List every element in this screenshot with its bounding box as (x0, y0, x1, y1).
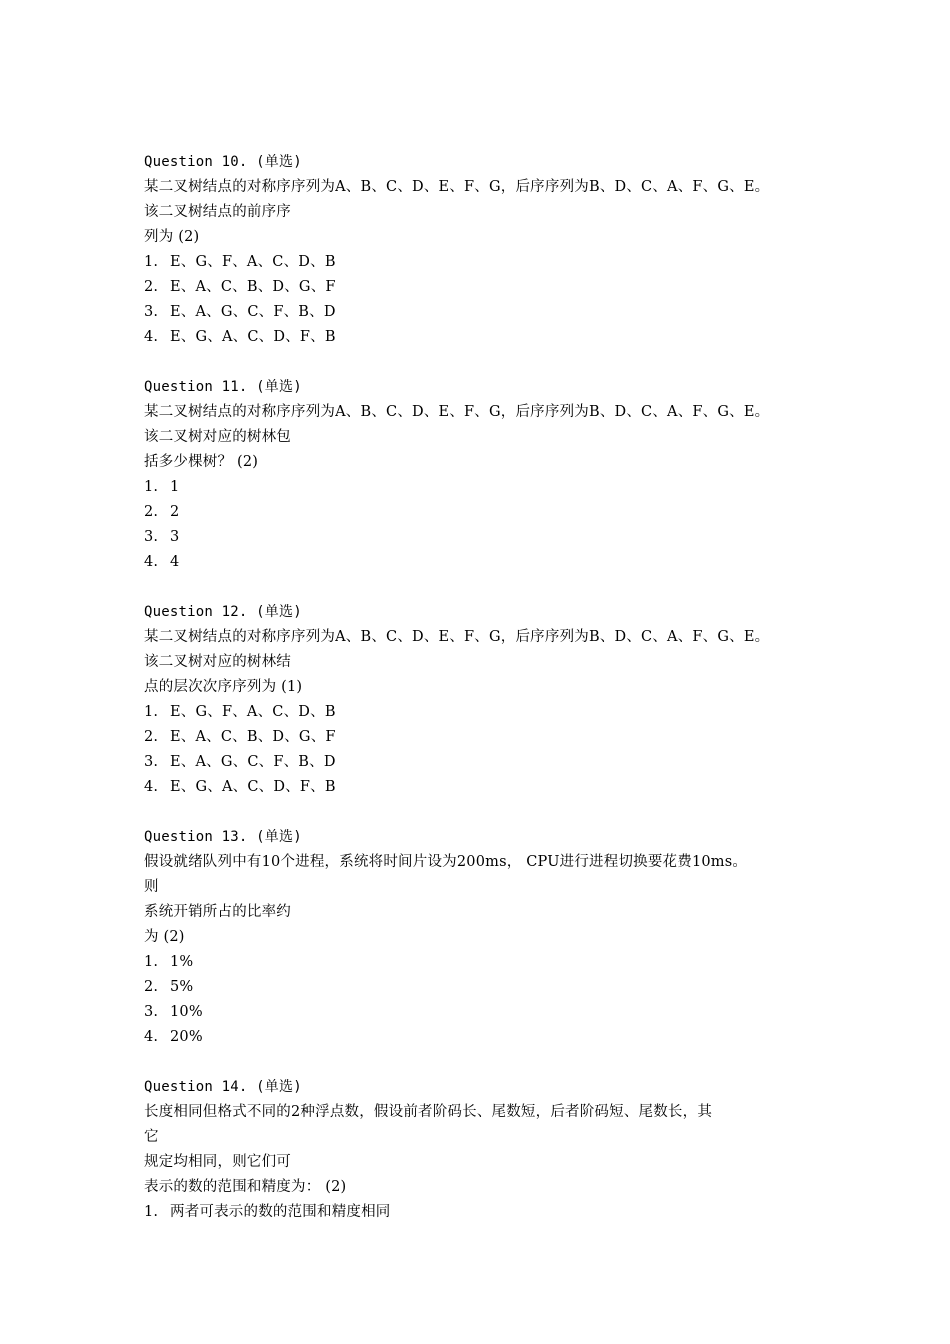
option-number: 3. (144, 754, 159, 770)
answer-option (144, 750, 824, 775)
answer-option (144, 950, 824, 975)
question-text-line: 某二叉树结点的对称序序列为A、B、C、D、E、F、G，后序序列为B、D、C、A、F、G、E。 (144, 404, 770, 420)
question-header: Question 11. (单选) (144, 379, 302, 395)
answer-option (144, 550, 824, 575)
option-text: E、G、F、A、C、D、B (170, 254, 336, 270)
option-number: 2. (144, 729, 159, 745)
question-header: Question 13. (单选) (144, 829, 302, 845)
option-text: 1% (170, 954, 194, 970)
option-text: E、A、G、C、F、B、D (170, 304, 336, 320)
answer-option (144, 300, 824, 325)
question-text-line: 点的层次次序序列为 (1) (144, 679, 303, 695)
answer-option (144, 1200, 824, 1225)
option-number: 3. (144, 304, 159, 320)
question-text-line: 该二叉树结点的前序序 (144, 204, 291, 220)
question-14 (144, 1075, 824, 1225)
option-text: E、G、A、C、D、F、B (170, 779, 336, 795)
question-12 (144, 600, 824, 800)
answer-option (144, 475, 824, 500)
option-text: 5% (170, 979, 194, 995)
option-text: E、G、A、C、D、F、B (170, 329, 336, 345)
question-text-line: 括多少棵树？ (2) (144, 454, 259, 470)
option-text: 10% (170, 1004, 203, 1020)
answer-option (144, 725, 824, 750)
answer-option (144, 500, 824, 525)
option-text: 2 (170, 504, 180, 520)
question-header: Question 12. (单选) (144, 604, 302, 620)
question-text-line: 该二叉树对应的树林结 (144, 654, 291, 670)
question-text-line: 它 (144, 1129, 159, 1145)
question-text-line: 则 (144, 879, 159, 895)
option-text: E、A、G、C、F、B、D (170, 754, 336, 770)
option-number: 1. (144, 479, 159, 495)
question-text-line: 某二叉树结点的对称序序列为A、B、C、D、E、F、G，后序序列为B、D、C、A、F、G、E。 (144, 179, 770, 195)
option-number: 4. (144, 779, 159, 795)
option-text: E、A、C、B、D、G、F (170, 729, 336, 745)
option-number: 3. (144, 1004, 159, 1020)
answer-option (144, 325, 824, 350)
answer-option (144, 975, 824, 1000)
option-text: 两者可表示的数的范围和精度相同 (170, 1204, 391, 1220)
option-number: 4. (144, 1029, 159, 1045)
option-number: 2. (144, 279, 159, 295)
question-11 (144, 375, 824, 575)
option-number: 1. (144, 954, 159, 970)
option-number: 4. (144, 329, 159, 345)
answer-option (144, 525, 824, 550)
question-text-line: 假设就绪队列中有10个进程，系统将时间片设为200ms， CPU进行进程切换要花费10ms。 (144, 854, 748, 870)
document-page (144, 150, 824, 1225)
option-text: 4 (170, 554, 180, 570)
option-text: 3 (170, 529, 180, 545)
answer-option (144, 1000, 824, 1025)
question-text-line: 表示的数的范围和精度为： (2) (144, 1179, 347, 1195)
answer-option (144, 1025, 824, 1050)
option-number: 1. (144, 254, 159, 270)
question-text-line: 该二叉树对应的树林包 (144, 429, 291, 445)
question-10 (144, 150, 824, 350)
question-text-line: 系统开销所占的比率约 (144, 904, 291, 920)
question-text-line: 某二叉树结点的对称序序列为A、B、C、D、E、F、G，后序序列为B、D、C、A、F、G、E。 (144, 629, 770, 645)
answer-option (144, 700, 824, 725)
option-number: 2. (144, 979, 159, 995)
option-text: E、G、F、A、C、D、B (170, 704, 336, 720)
question-text-line: 列为 (2) (144, 229, 200, 245)
option-number: 1. (144, 704, 159, 720)
option-text: E、A、C、B、D、G、F (170, 279, 336, 295)
answer-option (144, 250, 824, 275)
question-text-line: 长度相同但格式不同的2种浮点数，假设前者阶码长、尾数短，后者阶码短、尾数长，其 (144, 1104, 713, 1120)
question-13 (144, 825, 824, 1050)
question-header: Question 14. (单选) (144, 1079, 302, 1095)
option-number: 1. (144, 1204, 159, 1220)
question-header: Question 10. (单选) (144, 154, 302, 170)
question-text-line: 规定均相同，则它们可 (144, 1154, 291, 1170)
question-text-line: 为 (2) (144, 929, 185, 945)
option-text: 1 (170, 479, 180, 495)
option-number: 4. (144, 554, 159, 570)
option-number: 2. (144, 504, 159, 520)
option-text: 20% (170, 1029, 203, 1045)
answer-option (144, 275, 824, 300)
answer-option (144, 775, 824, 800)
option-number: 3. (144, 529, 159, 545)
